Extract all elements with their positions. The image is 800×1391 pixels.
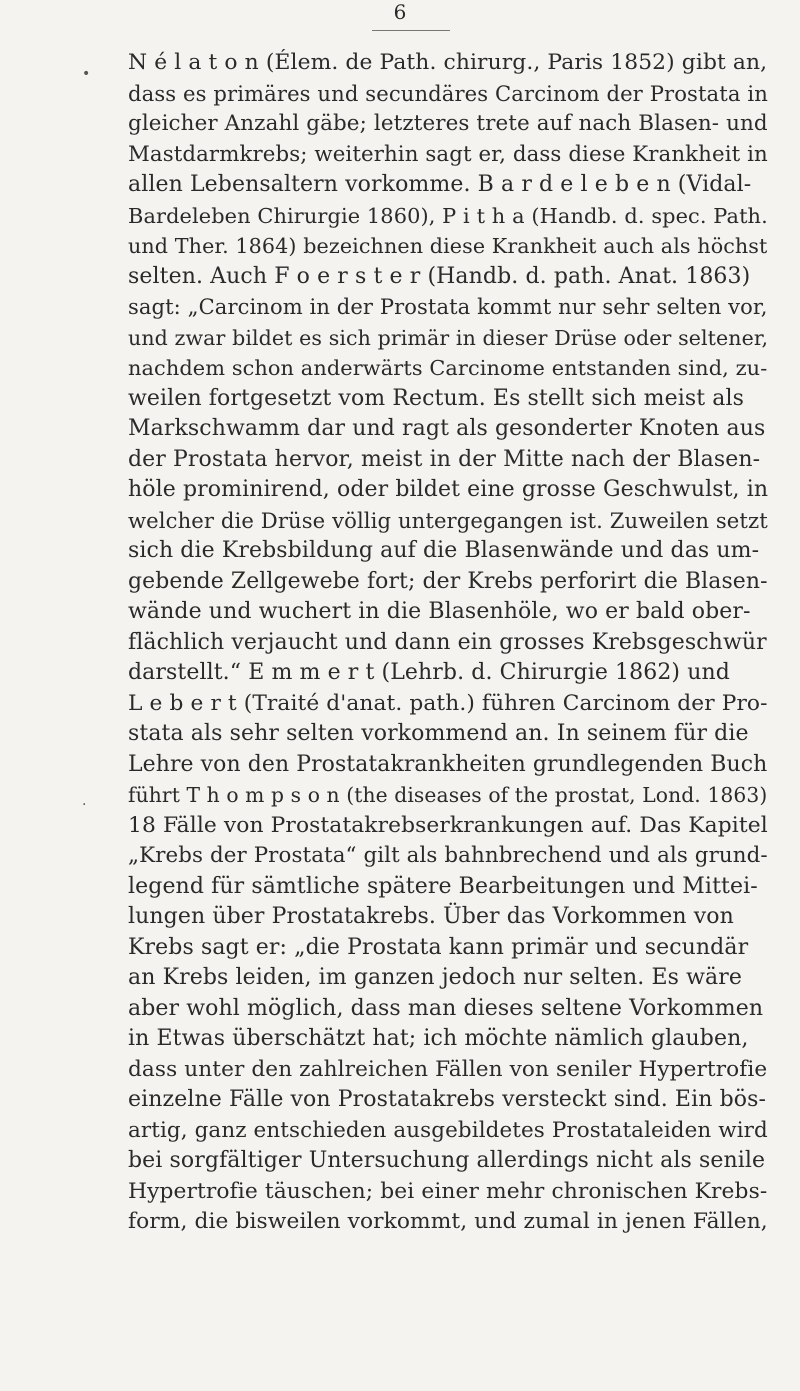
- text-line: form, die bisweilen vorkommt, und zumal in jenen Fällen,: [128, 1209, 768, 1234]
- text-line: flächlich verjaucht und dann ein grosses Krebsgeschwür: [128, 629, 767, 655]
- page-number-underline: [372, 30, 450, 31]
- text-line: der Prostata hervor, meist in der Mitte nach der Blasen-: [128, 446, 761, 472]
- text-line: Markschwamm dar und ragt als gesonderter Knoten aus: [128, 416, 766, 441]
- text-line: lungen über Prostatakrebs. Über das Vorkommen von: [128, 904, 734, 929]
- text-line: in Etwas überschätzt hat; ich möchte nämlich glauben,: [128, 1026, 749, 1051]
- text-line: an Krebs leiden, im ganzen jedoch nur selten. Es wäre: [128, 965, 742, 990]
- margin-mark: •: [82, 66, 91, 82]
- text-line: aber wohl möglich, dass man dieses seltene Vorkommen: [128, 995, 764, 1021]
- text-line: sich die Krebsbildung auf die Blasenwände und das um-: [128, 538, 760, 563]
- text-line: weilen fortgesetzt vom Rectum. Es stellt sich meist als: [128, 385, 745, 411]
- text-line: artig, ganz entschieden ausgebildetes Prostataleiden wird: [128, 1117, 768, 1143]
- text-line: nachdem schon anderwärts Carcinome entstanden sind, zu-: [128, 356, 768, 380]
- text-line: führt T h o m p s o n (the diseases of the prostat, Lond. 1863): [128, 783, 768, 807]
- page-number: 6: [393, 0, 407, 24]
- text-line: Lehre von den Prostatakrankheiten grundlegenden Buch: [128, 751, 768, 777]
- text-line: selten. Auch F o e r s t e r (Handb. d. path. Anat. 1863): [128, 263, 751, 289]
- text-line: stata als sehr selten vorkommend an. In seinem für die: [128, 721, 749, 746]
- text-line: Mastdarmkrebs; weiterhin sagt er, dass diese Krankheit in: [128, 141, 768, 167]
- text-line: dass es primäres und secundäres Carcinom der Prostata in: [128, 80, 768, 106]
- text-line: wände und wuchert in die Blasenhöle, wo er bald ober-: [128, 599, 751, 624]
- text-line: dass unter den zahlreichen Fällen von seniler Hypertrofie: [128, 1056, 768, 1082]
- text-line: 18 Fälle von Prostatakrebserkrankungen auf. Das Kapitel: [128, 812, 768, 838]
- text-line: welcher die Drüse völlig untergegangen ist. Zuweilen setzt: [128, 507, 768, 533]
- text-line: sagt: „Carcinom in der Prostata kommt nur sehr selten vor,: [128, 294, 768, 319]
- text-line: und zwar bildet es sich primär in dieser Drüse oder seltener,: [128, 325, 768, 350]
- text-line: gebende Zellgewebe fort; der Krebs perforirt die Blasen-: [128, 568, 768, 594]
- text-line: L e b e r t (Traité d'anat. path.) führen Carcinom der Pro-: [128, 690, 768, 716]
- text-line: bei sorgfältiger Untersuchung allerdings nicht als senile: [128, 1148, 766, 1173]
- text-line: „Krebs der Prostata“ gilt als bahnbrechend und als grund-: [128, 843, 768, 868]
- text-line: Krebs sagt er: „die Prostata kann primär und secundär: [128, 934, 749, 960]
- text-line: darstellt.“ E m m e r t (Lehrb. d. Chirurgie 1862) und: [128, 660, 730, 685]
- text-line: Hypertrofie täuschen; bei einer mehr chronischen Krebs-: [128, 1178, 768, 1204]
- body-text: [128, 48, 768, 1238]
- text-line: legend für sämtliche spätere Bearbeitungen und Mittei-: [128, 873, 758, 899]
- text-line: gleicher Anzahl gäbe; letzteres trete auf nach Blasen- und: [128, 111, 768, 136]
- text-line: einzelne Fälle von Prostatakrebs versteckt sind. Ein bös-: [128, 1087, 767, 1112]
- text-line: höle prominirend, oder bildet eine grosse Geschwulst, in: [128, 477, 768, 502]
- text-line: N é l a t o n (Élem. de Path. chirurg., Paris 1852) gibt an,: [128, 50, 768, 75]
- text-line: und Ther. 1864) bezeichnen diese Krankheit auch als höchst: [128, 234, 768, 258]
- margin-mark: ·: [82, 797, 87, 813]
- text-line: Bardeleben Chirurgie 1860), P i t h a (Handb. d. spec. Path.: [128, 203, 768, 228]
- text-line: allen Lebensaltern vorkomme. B a r d e l e b e n (Vidal-: [128, 172, 752, 197]
